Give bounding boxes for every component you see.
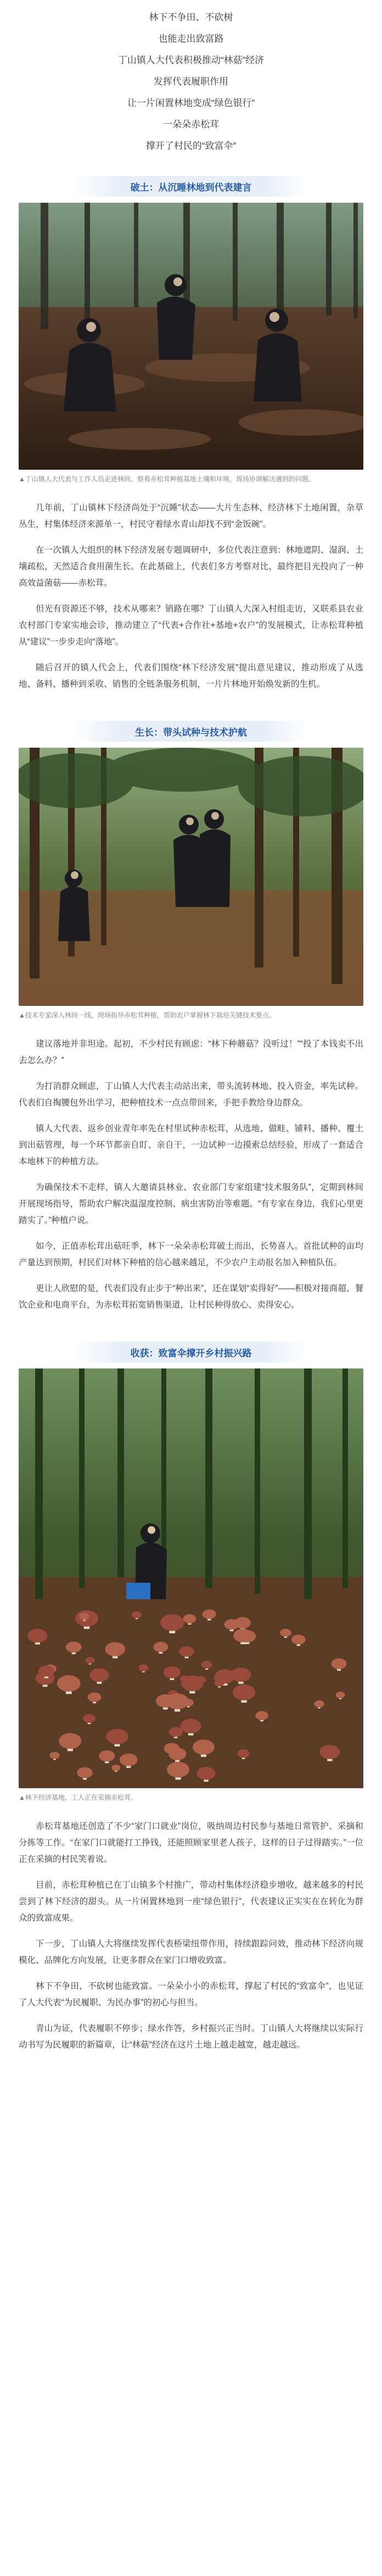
section-2-caption: ▲技术专家深入林间一线，现场指导赤松茸种植，帮助农户掌握林下栽培关键技术要点。 — [19, 1011, 276, 1019]
intro-line: 发挥代表履职作用 — [154, 76, 228, 87]
intro-poem — [19, 0, 363, 157]
paragraph: 但光有资源还不够，技术从哪来？销路在哪？丁山镇人大深入村组走访，又联系县农业农村部门专家实地会诊，推动建立了“代表+合作社+基地+农户”的发展模式，让赤松茸种植从“建议”一步步走向“落地”。 — [19, 604, 363, 647]
paragraph: 几年前，丁山镇林下经济尚处于“沉睡”状态——大片生态林、经济林下土地闲置，杂草丛生，村集体经济来源单一，村民守着绿水青山却找不到“金饭碗”。 — [19, 503, 363, 529]
paragraph: 如今，正值赤松茸出菇旺季，林下一朵朵赤松茸破土而出，长势喜人。首批试种的亩均产量达到预期，村民们对林下种植的信心越来越足，不少农户主动报名加入种植队伍。 — [19, 1242, 363, 1267]
paragraph: 目前，赤松茸种植已在丁山镇多个村推广，带动村集体经济稳步增收，越来越多的村民尝到了林下经济的甜头。从一片闲置林地到一座“绿色银行”，代表建议正实实在在转化为群众的致富成果。 — [19, 1880, 363, 1923]
section-1-title: 破土：从沉睡林地到代表建言 — [130, 182, 252, 193]
paragraph: 林下不争田，不砍树也能致富。一朵朵小小的赤松茸，撑起了村民的“致富伞”，也见证了人大代表“为民履职、为民办事”的初心与担当。 — [19, 1982, 363, 2007]
section-3-header — [19, 1336, 363, 1368]
intro-line: 让一片闲置林地变成“绿色银行” — [127, 98, 255, 108]
intro-line: 撑开了村民的“致富伞” — [145, 141, 237, 151]
paragraph: 镇人大代表、返乡创业青年率先在村里试种赤松茸，从选地、做畦、铺料、播种、覆土到出菇管理，每一个环节都亲自盯、亲自干，一边试种一边摸索总结经验，形成了一套适合本地林下的种植方法。 — [19, 1124, 363, 1166]
section-1-header — [19, 170, 363, 203]
section-title-banner — [73, 721, 309, 742]
section-3-title: 收获：致富伞撑开乡村振兴路 — [130, 1348, 252, 1359]
section-title-banner — [73, 176, 309, 197]
paragraph: 青山为证，代表履职不停步；绿水作答，乡村振兴正当时。丁山镇人大将继续以实际行动书写为民履职的新篇章，让“林菇”经济在这片土地上越走越宽，越走越远。 — [19, 2024, 363, 2050]
paragraph: 在一次镇人大组织的林下经济发展专题调研中，多位代表注意到：林地遮阴、湿润、土壤疏松，天然适合食用菌生长。在此基础上，代表们多方考察对比，最终把目光投向了一种高效益菌菇——赤松茸。 — [19, 546, 363, 588]
intro-line: 也能走出致富路 — [158, 34, 224, 44]
intro-line: 丁山镇人大代表积极推动“林菇”经济 — [117, 55, 265, 65]
section-2-photo — [19, 748, 363, 1006]
section-title-banner — [73, 1342, 309, 1362]
intro-line: 一朵朵赤松茸 — [163, 119, 219, 130]
paragraph: 更让人欣慰的是，代表们没有止步于“种出来”，还在谋划“卖得好”——积极对接商超、餐饮企业和电商平台，为赤松茸拓宽销售渠道，让村民种得放心、卖得安心。 — [19, 1284, 363, 1310]
section-1-caption: ▲丁山镇人大代表与工作人员走进林间，察看赤松茸种植基地土壤和环境，现场协调解决遇到的问题。 — [19, 475, 315, 483]
paragraph: 为打消群众顾虑，丁山镇人大代表主动站出来，带头流转林地、投入资金，率先试种。代表们自掏腰包外出学习，把种植技术一点点带回来，手把手教给身边群众。 — [19, 1082, 363, 1108]
paragraph: 建议落地并非坦途。起初，不少村民有顾虑：“林下种蘑菇？没听过！”“投了本钱卖不出去怎么办？” — [19, 1039, 363, 1065]
section-1-body — [19, 500, 363, 693]
section-2-title: 生长：带头试种与技术护航 — [135, 727, 247, 738]
section-2-header — [19, 715, 363, 748]
section-3-caption: ▲林下经济基地，工人正在采摘赤松茸。 — [19, 1794, 137, 1801]
section-3-photo — [19, 1368, 363, 1788]
paragraph: 赤松茸基地还创造了不少“家门口就业”岗位，吸纳周边村民参与基地日常管护、采摘和分拣等工作。“在家门口就能打工挣钱，还能照顾家里老人孩子，这样的日子过得踏实。”一位正在采摘的村民笑着说。 — [19, 1822, 363, 1864]
paragraph: 下一步，丁山镇人大将继续发挥代表桥梁纽带作用，持续跟踪问效，推动林下经济向规模化、品牌化方向发展，让更多群众在家门口增收致富。 — [19, 1939, 363, 1965]
section-1-photo — [19, 203, 363, 470]
paragraph: 随后召开的镇人代会上，代表们围绕“林下经济发展”提出意见建议，推动形成了从选地、备料、播种到采收、销售的全链条服务机制，一片片林地开始焕发新的生机。 — [19, 663, 363, 689]
section-3-body — [19, 1818, 363, 2054]
paragraph: 为确保技术不走样，镇人大邀请县林业、农业部门专家组建“技术服务队”，定期到林间开展现场指导，帮助农户解决温湿度控制、病虫害防治等难题。“有专家在身边，我们心里更踏实了。”种植户说。 — [19, 1183, 363, 1225]
intro-line: 林下不争田、不砍树 — [149, 12, 233, 23]
section-2-body — [19, 1036, 363, 1314]
